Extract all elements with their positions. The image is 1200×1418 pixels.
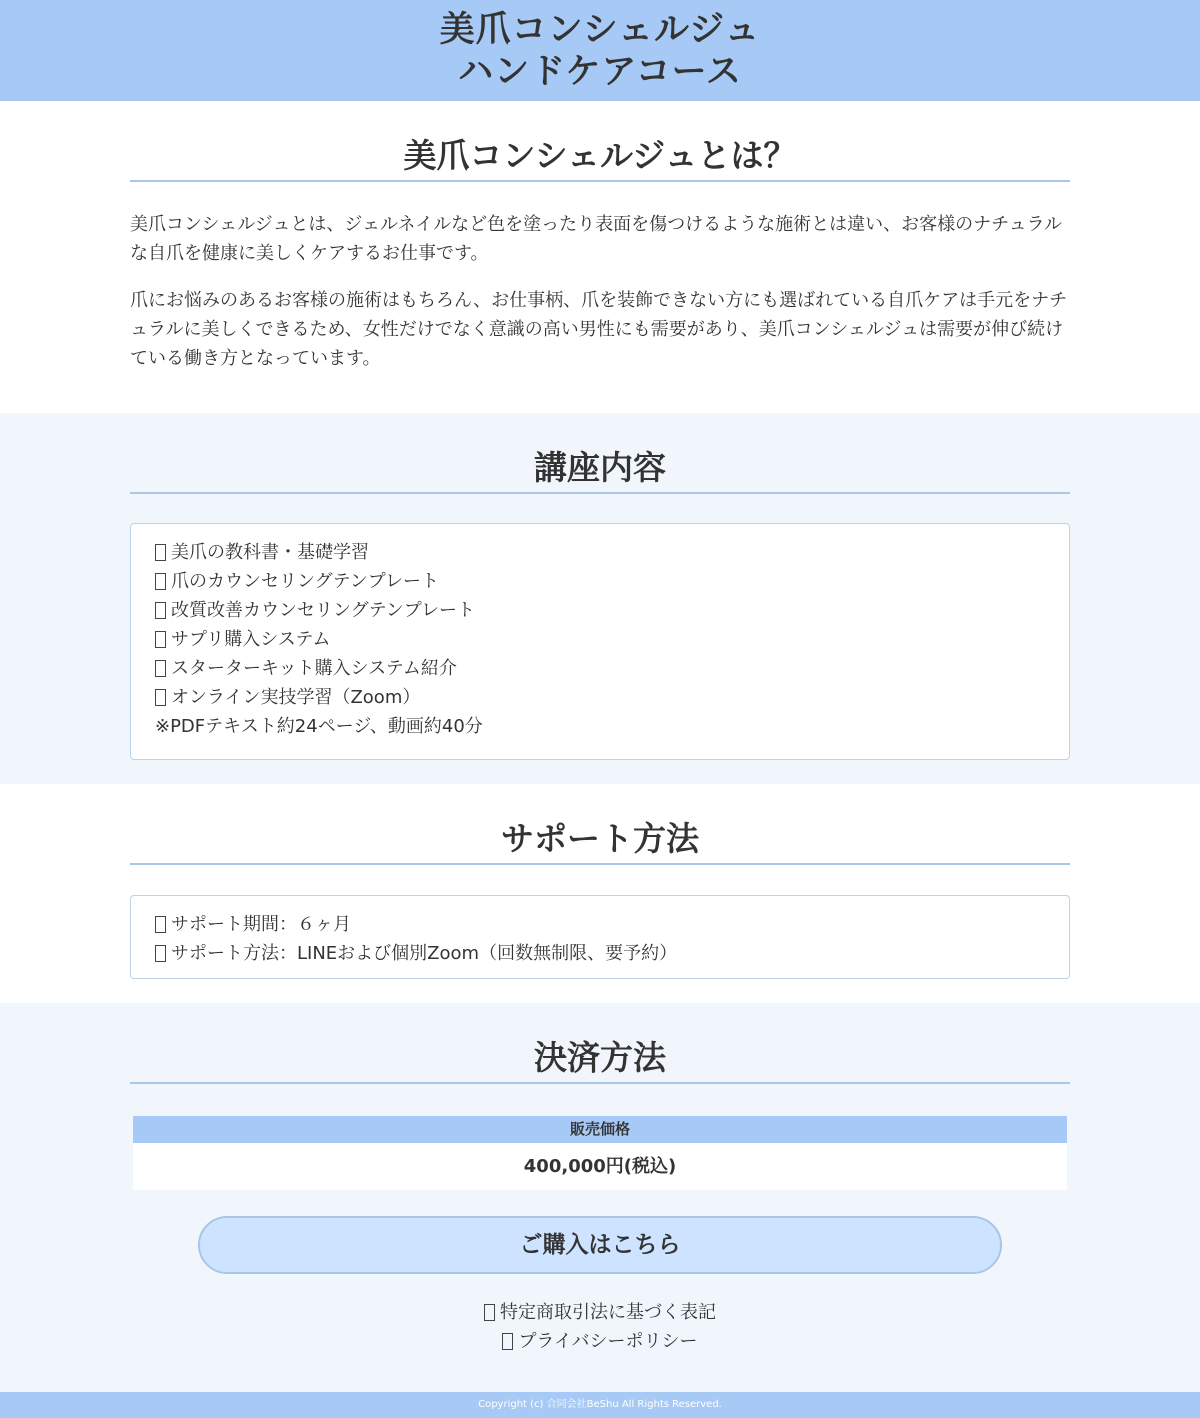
bullet-icon — [155, 916, 166, 933]
site-title-line2: ハンドケアコース — [458, 51, 742, 92]
list-item — [155, 538, 1045, 567]
list-item — [155, 567, 1045, 596]
support-content-box — [130, 895, 1070, 979]
about-body — [130, 210, 1070, 391]
bullet-icon — [155, 631, 166, 648]
list-item-label: スターターキット購入システム紹介 — [171, 658, 457, 679]
bullet-icon — [155, 573, 166, 590]
support-title: サポート方法 — [130, 817, 1070, 865]
about-title: 美爪コンシェルジュとは？ — [130, 134, 1070, 182]
bullet-icon — [155, 945, 166, 962]
list-item-label: オンライン実技学習（Zoom） — [171, 687, 421, 708]
tokushoho-link[interactable] — [0, 1298, 1200, 1327]
bullet-icon — [155, 544, 166, 561]
course-note: ※PDFテキスト約24ページ、動画約40分 — [155, 716, 483, 737]
list-item-label: サポート方法：LINEおよび個別Zoom（回数無制限、要予約） — [171, 943, 678, 964]
course-content-box — [130, 523, 1070, 760]
list-item — [155, 683, 1045, 712]
about-paragraph: 爪にお悩みのあるお客様の施術はもちろん、お仕事柄、爪を装飾できない方にも選ばれている自爪ケアは手元をナチュラルに美しくできるため、女性だけでなく意識の高い男性にも需要があり、美爪コンシェルジュは需要が伸び続けている働き方となっています。 — [130, 290, 1068, 369]
payment-section — [0, 1003, 1200, 1392]
about-section — [0, 101, 1200, 413]
price-value: 400,000円(税込) — [133, 1143, 1067, 1190]
list-item — [155, 625, 1045, 654]
site-title-line1: 美爪コンシェルジュ — [439, 9, 761, 50]
site-footer — [0, 1392, 1200, 1418]
privacy-policy-link-label[interactable]: プライバシーポリシー — [518, 1331, 698, 1352]
price-table — [133, 1116, 1067, 1190]
payment-title: 決済方法 — [130, 1036, 1070, 1084]
link-icon — [484, 1304, 495, 1321]
list-item — [155, 654, 1045, 683]
list-item — [155, 596, 1045, 625]
legal-links — [0, 1298, 1200, 1356]
list-item-label: 爪のカウンセリングテンプレート — [171, 571, 440, 592]
bullet-icon — [155, 602, 166, 619]
list-item-label: サプリ購入システム — [171, 629, 331, 650]
link-icon — [502, 1333, 513, 1350]
tokushoho-link-label[interactable]: 特定商取引法に基づく表記 — [500, 1302, 716, 1323]
price-label: 販売価格 — [133, 1116, 1067, 1143]
list-item — [155, 939, 1045, 968]
bullet-icon — [155, 689, 166, 706]
privacy-policy-link[interactable] — [0, 1327, 1200, 1356]
buy-button[interactable]: ご購入はこちら — [198, 1216, 1002, 1274]
course-title: 講座内容 — [130, 446, 1070, 494]
support-section — [0, 784, 1200, 1003]
site-header — [0, 0, 1200, 101]
list-item-label: 美爪の教科書・基礎学習 — [171, 542, 369, 563]
bullet-icon — [155, 660, 166, 677]
list-item-label: サポート期間：６ヶ月 — [171, 914, 351, 935]
course-section — [0, 413, 1200, 784]
about-paragraph: 美爪コンシェルジュとは、ジェルネイルなど色を塗ったり表面を傷つけるような施術とは違い、お客様のナチュラルな自爪を健康に美しくケアするお仕事です。 — [130, 214, 1063, 264]
list-item-label: 改質改善カウンセリングテンプレート — [171, 600, 476, 621]
list-item — [155, 910, 1045, 939]
copyright-text: Copyright (c) 合同会社BeShu All Rights Reserved. — [478, 1399, 722, 1410]
